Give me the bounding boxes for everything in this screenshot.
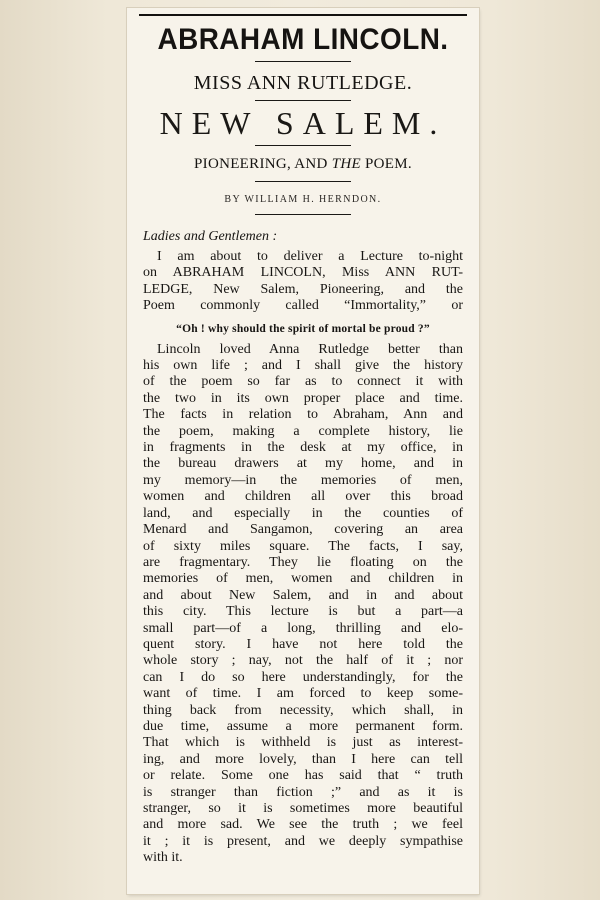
subhead-new-salem: NEW SALEM. xyxy=(159,105,447,141)
subhead-ann-rutledge: MISS ANN RUTLEDGE. xyxy=(193,72,413,94)
text-line: The facts in relation to Abraham, Ann and xyxy=(143,407,463,423)
text-line: land, and especially in the counties of xyxy=(143,505,463,521)
text-line: thing back from necessity, which shall, in xyxy=(143,702,463,718)
headline: ABRAHAM LINCOLN. xyxy=(157,23,449,56)
text-line: due time, assume a more permanent form. xyxy=(143,718,463,734)
text-line: Menard and Sangamon, covering an area xyxy=(143,522,463,538)
poem-quote: “Oh ! why should the spirit of mortal be proud ?” xyxy=(176,322,430,335)
text-line: in fragments in the desk at my office, in xyxy=(143,440,463,456)
newspaper-clipping xyxy=(127,8,479,894)
text-line: Poem commonly called “Immortality,” or xyxy=(143,298,463,314)
text-line: and more sad. We see the truth ; we feel xyxy=(143,817,463,833)
salutation: Ladies and Gentlemen : xyxy=(143,229,278,244)
divider-rule xyxy=(255,181,351,182)
text-line: with it. xyxy=(143,850,183,866)
text-line: of the poem so far as to connect it with xyxy=(143,374,463,390)
text-line: on ABRAHAM LINCOLN, Miss ANN RUT- xyxy=(143,265,463,281)
text-line: That which is withheld is just as interest- xyxy=(143,735,463,751)
divider-rule xyxy=(255,145,351,146)
paragraph-intro xyxy=(143,249,463,315)
text-line: are fragmentary. They lie floating on the xyxy=(143,554,463,570)
text-line: I am about to deliver a Lecture to-night xyxy=(157,249,463,264)
text-line: the bureau drawers at my home, and in xyxy=(143,456,463,472)
divider-rule xyxy=(255,61,351,62)
text-line: it ; it is present, and we deeply sympathise xyxy=(143,833,463,849)
text-line: my memory—in the memories of men, xyxy=(143,472,463,488)
text-line: his own life ; and I shall give the history xyxy=(143,358,463,374)
text-line: ing, and more lovely, than I here can tell xyxy=(143,751,463,767)
divider-rule xyxy=(255,214,351,215)
text-line: want of time. I am forced to keep some- xyxy=(143,686,463,702)
text-line: or relate. Some one has said that “ truth xyxy=(143,768,463,784)
text-line: of sixty miles square. The facts, I say, xyxy=(143,538,463,554)
text-line: whole story ; nay, not the half of it ; nor xyxy=(143,653,463,669)
text-line: this city. This lecture is but a part—a xyxy=(143,604,463,620)
subhead-pioneering-text: PIONEERING, AND xyxy=(194,156,332,172)
paragraph-body xyxy=(143,342,463,867)
text-line: memories of men, women and children in xyxy=(143,571,463,587)
text-line: and about New Salem, and in and about xyxy=(143,587,463,603)
text-line: quent story. I have not here told the xyxy=(143,636,463,652)
text-line: the poem, making a complete history, lie xyxy=(143,423,463,439)
text-line: Lincoln loved Anna Rutledge better than xyxy=(157,341,463,357)
subhead-pioneering xyxy=(135,156,471,173)
text-line: stranger, so it is sometimes more beautiful xyxy=(143,801,463,816)
top-rule xyxy=(139,14,467,16)
byline: BY WILLIAM H. HERNDON. xyxy=(224,194,382,205)
text-line: can I do so here understandingly, for the xyxy=(143,669,463,685)
text-line: women and children all over this broad xyxy=(143,489,463,505)
text-line: is stranger than fiction ;” and as it is xyxy=(143,784,463,800)
text-line: small part—of a long, thrilling and elo- xyxy=(143,620,463,636)
text-line: LEDGE, New Salem, Pioneering, and the xyxy=(143,281,463,297)
text-line: the two in its own proper place and time. xyxy=(143,390,463,406)
divider-rule xyxy=(255,100,351,101)
subhead-poem-text: POEM. xyxy=(360,156,412,172)
subhead-the-italic: THE xyxy=(331,156,361,172)
